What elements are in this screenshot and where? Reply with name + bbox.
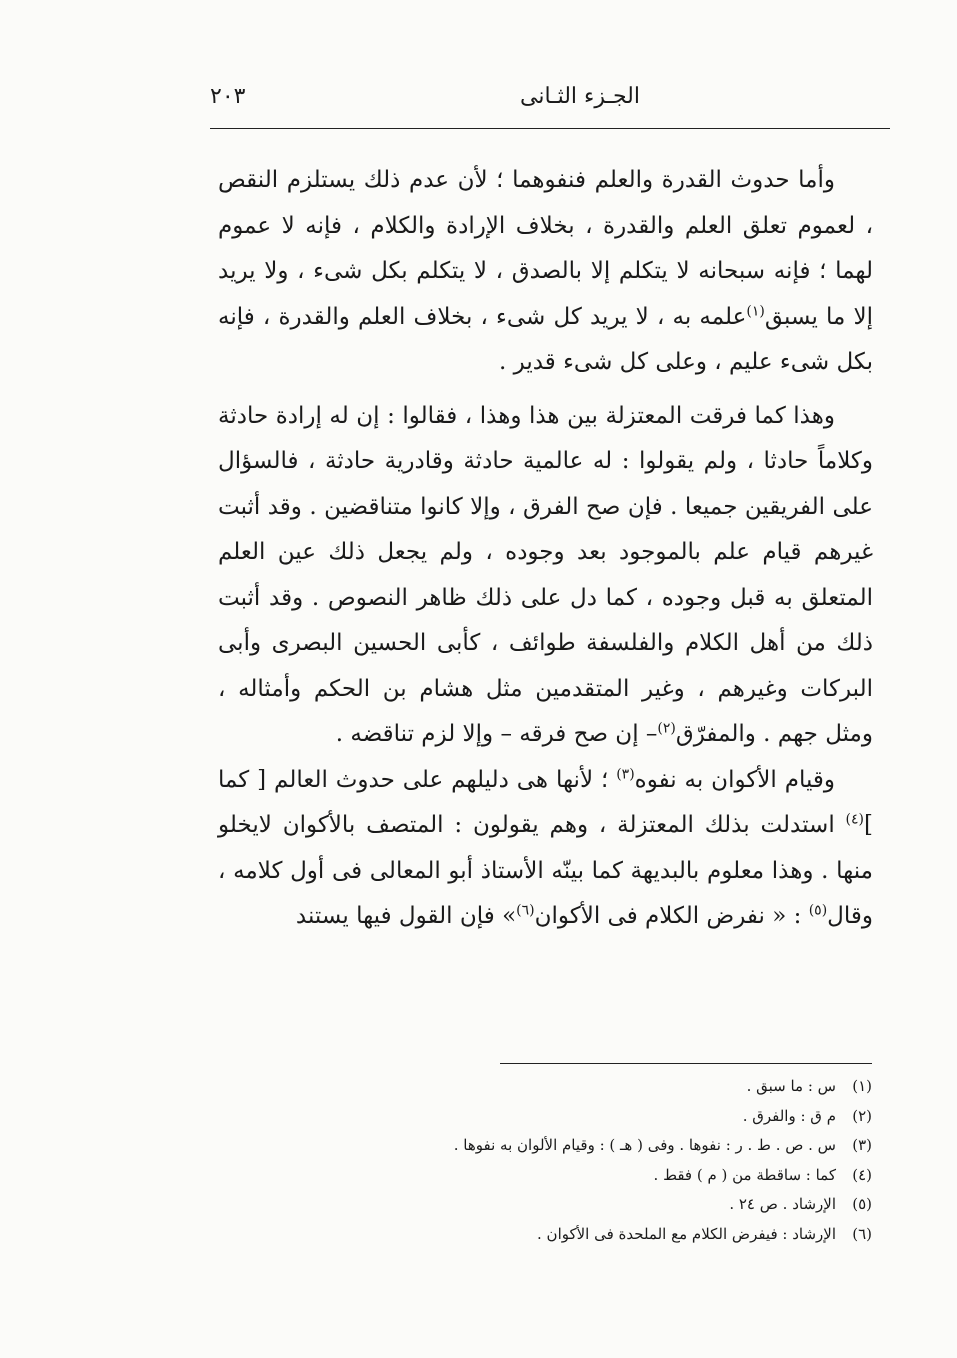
footnote: [320, 1102, 872, 1132]
footnote-ref[interactable]: (٤): [845, 811, 865, 828]
text-segment: علمه به ، لا يريد كل شىء ، بخلاف العلم والقدرة ، فإنه بكل شىء عليم ، وعلى كل شىء قدير .: [218, 303, 873, 375]
page-number: ٢٠٣: [210, 84, 246, 109]
footnote-ref[interactable]: (٦): [516, 902, 535, 919]
footnote-number: (٣): [852, 1136, 872, 1154]
footnote: [320, 1220, 872, 1250]
text-segment: – إن صح فرقه – وإلا لزم تناقضه .: [335, 721, 658, 747]
footnotes: [320, 1072, 872, 1249]
text-segment: : « نفرض الكلام فى الأكوان: [534, 903, 809, 929]
text-segment: وهذا كما فرقت المعتزلة بين هذا وهذا ، فقالوا : إن له إرادة حادثة وكلاماً حادثا ، ولم يقولوا : له عالمية حادثة وقادرية حادثة ، فالسؤال على الفريقين جميعا . فإن صح الفرق ، وإلا كانوا متناقضين . وقد أثبت غيرهم قيام علم بالموجود بعد وجوده ، ولم يجعل ذلك عين العلم المتعلق به قبل وجوده ، كما دل على ذلك ظاهر النصوص . وقد أثبت ذلك من أهل الكلام والفلسفة طوائف ، كأبى الحسين البصرى وأبى البركات وغيرهم ، وغير المتقدمين مثل هشام بن الحكم وأمثاله ، ومثل جهم . والمفرّق: [218, 402, 873, 747]
footnote: [320, 1190, 872, 1220]
footnote-text: م ق : والفرق .: [742, 1106, 836, 1125]
footnote-text: الإرشاد . ص ٢٤ .: [729, 1195, 836, 1213]
footnote-text: كما : ساقطة من ( م ) فقط .: [653, 1165, 836, 1184]
footnote-text: الإرشاد : فيفرض الكلام مع الملحدة فى الأكوان .: [537, 1224, 836, 1243]
page-header: [210, 84, 890, 120]
footnote-ref[interactable]: (٣): [616, 765, 635, 782]
running-title: الجـزء الثـانى: [519, 84, 640, 109]
text-segment: وقيام الأكوان به نفوه: [634, 766, 835, 793]
footnote-number: (١): [852, 1077, 872, 1095]
main-text: [218, 158, 873, 940]
footnote: [320, 1072, 872, 1102]
footnote-text: س : ما سبق .: [746, 1077, 836, 1095]
footnote-number: (٢): [852, 1106, 872, 1125]
footnote-ref[interactable]: (١): [746, 302, 765, 319]
text-segment: ؛ لأنها هى دليلهم على حدوث العالم [ كما ]: [218, 766, 873, 838]
text-segment: » فإن القول فيها يستند: [295, 903, 517, 929]
footnote-ref[interactable]: (٥): [808, 902, 828, 919]
footnote-number: (٦): [852, 1224, 872, 1243]
text-segment: استدلت بذلك المعتزلة ، وهم يقولون : المتصف بالأكوان لايخلو منها . وهذا معلوم بالبديهة كما بينّه الأستاذ أبو المعالى فى أول كلامه ، وقال: [218, 812, 873, 929]
footnote-text: س . ص . ط . ر : نفوها . وفى ( هـ ) : وقيام الألوان به نفوها .: [453, 1136, 836, 1154]
footnote-number: (٤): [852, 1165, 872, 1184]
paragraph: [218, 394, 873, 758]
paragraph: [218, 158, 873, 386]
paragraph: [218, 758, 873, 940]
footnote-rule: [500, 1063, 872, 1064]
footnote: [320, 1131, 872, 1161]
footnote-ref[interactable]: (٢): [657, 720, 676, 737]
header-rule: [210, 128, 890, 129]
text-segment: وأما حدوث القدرة والعلم فنفوهما ؛ لأن عدم ذلك يستلزم النقص ، لعموم تعلق العلم والقدرة ، بخلاف الإرادة والكلام ، فإنه لا عموم لهما ؛ فإنه سبحانه لا يتكلم إلا بالصدق ، لا يتكلم بكل شىء ، ولا يريد إلا ما يسبق: [218, 167, 874, 330]
footnote: [320, 1161, 872, 1191]
footnote-number: (٥): [852, 1195, 872, 1213]
